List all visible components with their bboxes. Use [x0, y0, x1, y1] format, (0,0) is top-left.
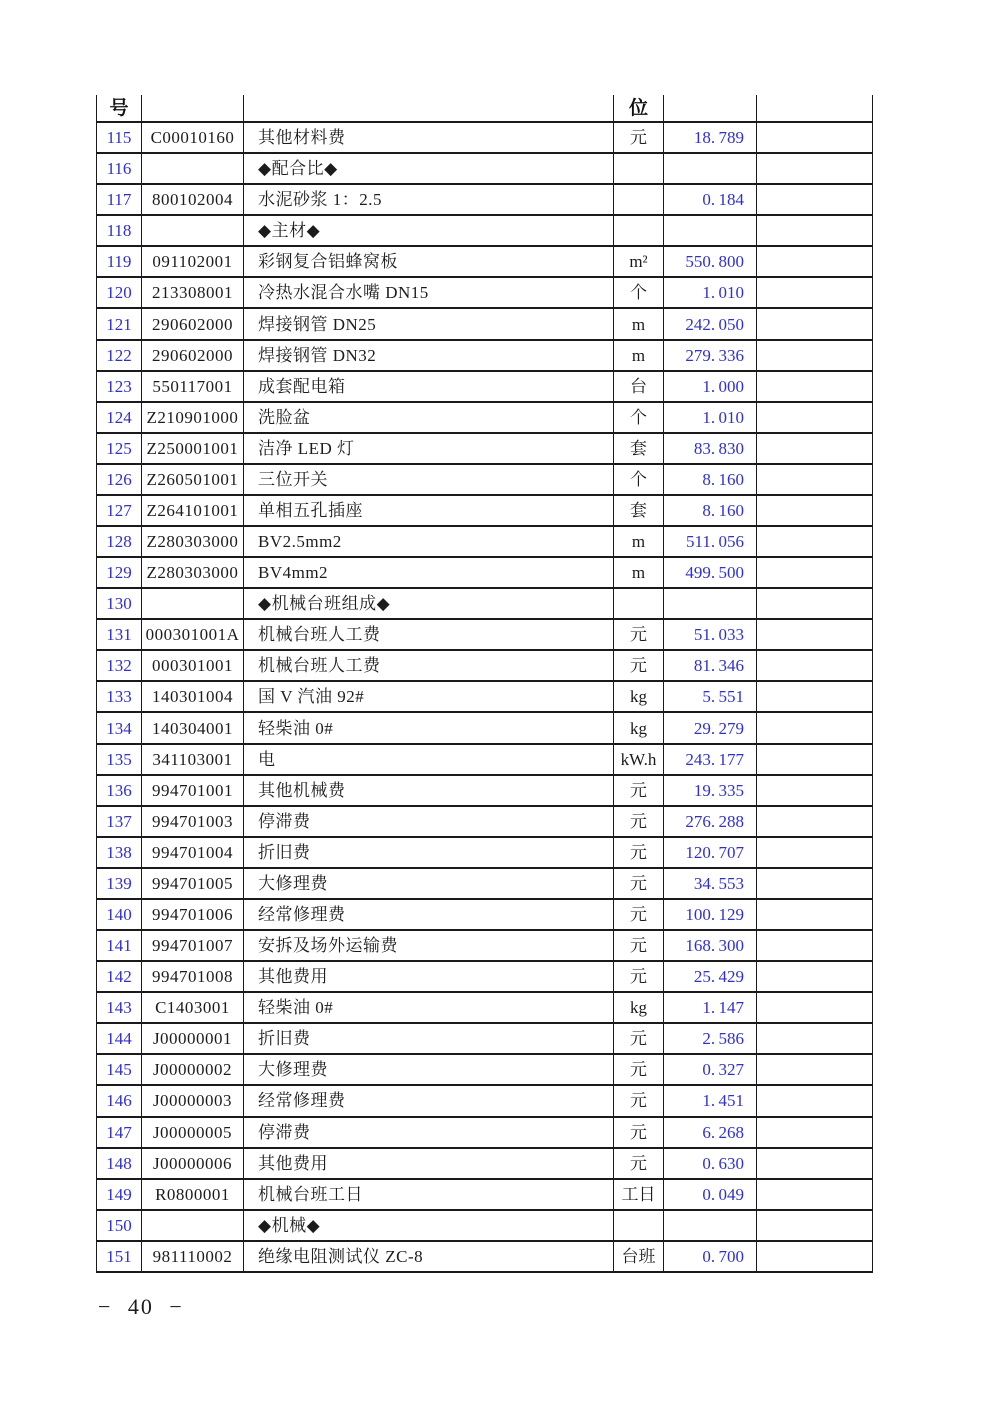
- row-unit: 元: [613, 900, 663, 929]
- table-row: [96, 962, 873, 993]
- table-row: [96, 776, 873, 807]
- row-code: C1403001: [141, 993, 243, 1022]
- row-extra: [756, 403, 873, 432]
- row-extra: [756, 776, 873, 805]
- row-name: ◆机械台班组成◆: [243, 589, 613, 618]
- row-unit: kW.h: [613, 745, 663, 774]
- row-extra: [756, 620, 873, 649]
- row-unit: 元: [613, 1086, 663, 1115]
- row-qty: 2. 586: [663, 1024, 756, 1053]
- row-no: 145: [96, 1055, 141, 1084]
- table-row: [96, 1180, 873, 1211]
- row-extra: [756, 745, 873, 774]
- row-name: 折旧费: [243, 838, 613, 867]
- row-name: 国 V 汽油 92#: [243, 682, 613, 711]
- table-row: [96, 993, 873, 1024]
- row-unit: [613, 589, 663, 618]
- row-extra: [756, 309, 873, 338]
- row-unit: m: [613, 558, 663, 587]
- row-code: 994701001: [141, 776, 243, 805]
- row-name: 轻柴油 0#: [243, 993, 613, 1022]
- row-no: 122: [96, 341, 141, 370]
- row-unit: kg: [613, 682, 663, 711]
- row-unit: 元: [613, 651, 663, 680]
- row-code: [141, 216, 243, 245]
- row-name: ◆机械◆: [243, 1211, 613, 1240]
- row-unit: 元: [613, 1055, 663, 1084]
- row-extra: [756, 372, 873, 401]
- row-qty: 1. 147: [663, 993, 756, 1022]
- row-code: 091102001: [141, 247, 243, 276]
- row-unit: [613, 216, 663, 245]
- row-qty: 51. 033: [663, 620, 756, 649]
- row-qty: [663, 1211, 756, 1240]
- row-no: 147: [96, 1118, 141, 1147]
- row-no: 127: [96, 496, 141, 525]
- row-code: Z264101001: [141, 496, 243, 525]
- row-qty: 242. 050: [663, 309, 756, 338]
- row-extra: [756, 527, 873, 556]
- table-row: [96, 403, 873, 434]
- row-qty: 29. 279: [663, 713, 756, 742]
- row-name: 洗脸盆: [243, 403, 613, 432]
- table-row: [96, 247, 873, 278]
- row-code: Z260501001: [141, 465, 243, 494]
- table-row: [96, 1211, 873, 1242]
- row-extra: [756, 962, 873, 991]
- row-extra: [756, 869, 873, 898]
- row-no: 116: [96, 154, 141, 183]
- row-unit: 元: [613, 1149, 663, 1178]
- table-row: [96, 1118, 873, 1149]
- row-name: 其他费用: [243, 962, 613, 991]
- row-qty: 19. 335: [663, 776, 756, 805]
- table-row: [96, 807, 873, 838]
- row-name: 单相五孔插座: [243, 496, 613, 525]
- row-name: BV4mm2: [243, 558, 613, 587]
- row-qty: 279. 336: [663, 341, 756, 370]
- row-name: 焊接钢管 DN32: [243, 341, 613, 370]
- row-qty: 1. 451: [663, 1086, 756, 1115]
- row-no: 135: [96, 745, 141, 774]
- table-row: [96, 745, 873, 776]
- row-no: 134: [96, 713, 141, 742]
- row-unit: 元: [613, 123, 663, 152]
- row-extra: [756, 1024, 873, 1053]
- row-extra: [756, 1242, 873, 1271]
- table-row: [96, 1242, 873, 1273]
- row-qty: 276. 288: [663, 807, 756, 836]
- row-qty: [663, 154, 756, 183]
- header-col-unit: 位: [613, 95, 663, 121]
- table-row: [96, 527, 873, 558]
- row-name: 机械台班人工费: [243, 651, 613, 680]
- row-no: 133: [96, 682, 141, 711]
- row-unit: 元: [613, 1024, 663, 1053]
- row-code: 994701006: [141, 900, 243, 929]
- row-qty: 83. 830: [663, 434, 756, 463]
- table-row: [96, 651, 873, 682]
- row-name: 大修理费: [243, 869, 613, 898]
- row-name: 绝缘电阻测试仪 ZC-8: [243, 1242, 613, 1271]
- row-name: 三位开关: [243, 465, 613, 494]
- row-no: 128: [96, 527, 141, 556]
- row-no: 140: [96, 900, 141, 929]
- row-no: 130: [96, 589, 141, 618]
- row-code: 140304001: [141, 713, 243, 742]
- row-code: J00000005: [141, 1118, 243, 1147]
- row-qty: 1. 000: [663, 372, 756, 401]
- row-unit: m: [613, 527, 663, 556]
- row-code: Z250001001: [141, 434, 243, 463]
- row-unit: kg: [613, 993, 663, 1022]
- row-code: 994701003: [141, 807, 243, 836]
- row-name: 成套配电箱: [243, 372, 613, 401]
- row-extra: [756, 900, 873, 929]
- header-col-no: 号: [96, 95, 141, 121]
- row-code: 000301001A: [141, 620, 243, 649]
- row-unit: 元: [613, 620, 663, 649]
- row-extra: [756, 1180, 873, 1209]
- row-code: 550117001: [141, 372, 243, 401]
- row-qty: 81. 346: [663, 651, 756, 680]
- row-unit: 元: [613, 1118, 663, 1147]
- row-unit: 个: [613, 465, 663, 494]
- row-qty: 0. 700: [663, 1242, 756, 1271]
- row-extra: [756, 154, 873, 183]
- row-unit: 元: [613, 931, 663, 960]
- row-no: 118: [96, 216, 141, 245]
- row-unit: [613, 185, 663, 214]
- table-row: [96, 1024, 873, 1055]
- row-name: 其他材料费: [243, 123, 613, 152]
- row-no: 149: [96, 1180, 141, 1209]
- row-qty: 25. 429: [663, 962, 756, 991]
- row-name: 彩钢复合铝蜂窝板: [243, 247, 613, 276]
- row-code: 994701004: [141, 838, 243, 867]
- row-code: 994701007: [141, 931, 243, 960]
- row-code: [141, 1211, 243, 1240]
- row-extra: [756, 713, 873, 742]
- row-name: 其他费用: [243, 1149, 613, 1178]
- row-no: 148: [96, 1149, 141, 1178]
- row-extra: [756, 434, 873, 463]
- row-qty: [663, 216, 756, 245]
- row-name: 电: [243, 745, 613, 774]
- table-row: [96, 278, 873, 309]
- row-name: 经常修理费: [243, 1086, 613, 1115]
- cost-item-table: [96, 95, 873, 1273]
- table-row: [96, 838, 873, 869]
- row-code: C00010160: [141, 123, 243, 152]
- row-no: 141: [96, 931, 141, 960]
- row-code: R0800001: [141, 1180, 243, 1209]
- row-no: 143: [96, 993, 141, 1022]
- row-no: 142: [96, 962, 141, 991]
- row-unit: 元: [613, 869, 663, 898]
- row-qty: 1. 010: [663, 403, 756, 432]
- row-qty: 243. 177: [663, 745, 756, 774]
- table-row: [96, 1055, 873, 1086]
- row-unit: 台: [613, 372, 663, 401]
- row-code: Z280303000: [141, 527, 243, 556]
- header-col-code: [141, 95, 243, 121]
- table-row: [96, 123, 873, 154]
- row-name: 停滞费: [243, 1118, 613, 1147]
- row-unit: 个: [613, 278, 663, 307]
- table-row: [96, 496, 873, 527]
- row-no: 138: [96, 838, 141, 867]
- row-code: 341103001: [141, 745, 243, 774]
- row-no: 117: [96, 185, 141, 214]
- row-extra: [756, 216, 873, 245]
- row-no: 150: [96, 1211, 141, 1240]
- row-no: 119: [96, 247, 141, 276]
- row-code: 981110002: [141, 1242, 243, 1271]
- row-qty: 120. 707: [663, 838, 756, 867]
- row-extra: [756, 651, 873, 680]
- table-row: [96, 341, 873, 372]
- row-no: 120: [96, 278, 141, 307]
- row-extra: [756, 247, 873, 276]
- table-row: [96, 682, 873, 713]
- row-no: 126: [96, 465, 141, 494]
- row-code: 000301001: [141, 651, 243, 680]
- header-col-extra: [756, 95, 873, 121]
- row-code: 213308001: [141, 278, 243, 307]
- row-qty: 0. 327: [663, 1055, 756, 1084]
- row-no: 144: [96, 1024, 141, 1053]
- row-code: 994701008: [141, 962, 243, 991]
- row-extra: [756, 1055, 873, 1084]
- table-row: [96, 372, 873, 403]
- row-code: [141, 154, 243, 183]
- row-extra: [756, 807, 873, 836]
- row-unit: 个: [613, 403, 663, 432]
- table-row: [96, 216, 873, 247]
- row-extra: [756, 993, 873, 1022]
- row-qty: 511. 056: [663, 527, 756, 556]
- row-name: 洁净 LED 灯: [243, 434, 613, 463]
- row-unit: m: [613, 341, 663, 370]
- row-qty: 5. 551: [663, 682, 756, 711]
- row-qty: 6. 268: [663, 1118, 756, 1147]
- row-name: 其他机械费: [243, 776, 613, 805]
- row-extra: [756, 1086, 873, 1115]
- table-row: [96, 931, 873, 962]
- row-code: J00000006: [141, 1149, 243, 1178]
- table-row: [96, 713, 873, 744]
- table-row: [96, 900, 873, 931]
- row-name: 大修理费: [243, 1055, 613, 1084]
- row-no: 136: [96, 776, 141, 805]
- row-name: BV2.5mm2: [243, 527, 613, 556]
- row-qty: 8. 160: [663, 496, 756, 525]
- row-code: Z280303000: [141, 558, 243, 587]
- row-name: 机械台班人工费: [243, 620, 613, 649]
- row-no: 129: [96, 558, 141, 587]
- row-extra: [756, 1149, 873, 1178]
- row-no: 131: [96, 620, 141, 649]
- row-qty: 34. 553: [663, 869, 756, 898]
- row-name: 折旧费: [243, 1024, 613, 1053]
- row-unit: kg: [613, 713, 663, 742]
- row-no: 123: [96, 372, 141, 401]
- row-extra: [756, 682, 873, 711]
- row-code: 290602000: [141, 309, 243, 338]
- row-unit: 元: [613, 807, 663, 836]
- table-row: [96, 465, 873, 496]
- row-code: 140301004: [141, 682, 243, 711]
- row-extra: [756, 341, 873, 370]
- row-unit: [613, 1211, 663, 1240]
- row-name: 轻柴油 0#: [243, 713, 613, 742]
- table-body: [96, 123, 873, 1273]
- row-code: J00000001: [141, 1024, 243, 1053]
- row-name: 机械台班工日: [243, 1180, 613, 1209]
- row-unit: 工日: [613, 1180, 663, 1209]
- row-code: 800102004: [141, 185, 243, 214]
- row-qty: 1. 010: [663, 278, 756, 307]
- row-code: Z210901000: [141, 403, 243, 432]
- row-name: 焊接钢管 DN25: [243, 309, 613, 338]
- row-extra: [756, 185, 873, 214]
- row-no: 121: [96, 309, 141, 338]
- row-qty: 100. 129: [663, 900, 756, 929]
- table-row: [96, 620, 873, 651]
- table-row: [96, 1149, 873, 1180]
- row-name: ◆配合比◆: [243, 154, 613, 183]
- row-extra: [756, 558, 873, 587]
- header-col-name: [243, 95, 613, 121]
- row-name: ◆主材◆: [243, 216, 613, 245]
- table-row: [96, 185, 873, 216]
- row-qty: 18. 789: [663, 123, 756, 152]
- table-row: [96, 154, 873, 185]
- table-row: [96, 558, 873, 589]
- row-code: [141, 589, 243, 618]
- row-unit: [613, 154, 663, 183]
- table-row: [96, 589, 873, 620]
- row-code: J00000002: [141, 1055, 243, 1084]
- row-qty: 0. 184: [663, 185, 756, 214]
- row-unit: m²: [613, 247, 663, 276]
- row-qty: 0. 630: [663, 1149, 756, 1178]
- row-qty: 0. 049: [663, 1180, 756, 1209]
- row-name: 停滞费: [243, 807, 613, 836]
- row-extra: [756, 1118, 873, 1147]
- row-unit: 元: [613, 776, 663, 805]
- table-row: [96, 434, 873, 465]
- row-qty: 550. 800: [663, 247, 756, 276]
- row-unit: 元: [613, 962, 663, 991]
- row-extra: [756, 465, 873, 494]
- row-unit: m: [613, 309, 663, 338]
- table-row: [96, 869, 873, 900]
- row-extra: [756, 1211, 873, 1240]
- row-qty: 499. 500: [663, 558, 756, 587]
- row-extra: [756, 589, 873, 618]
- row-name: 安拆及场外运输费: [243, 931, 613, 960]
- row-no: 146: [96, 1086, 141, 1115]
- row-extra: [756, 496, 873, 525]
- row-extra: [756, 278, 873, 307]
- row-name: 冷热水混合水嘴 DN15: [243, 278, 613, 307]
- page-number: − 40 −: [98, 1294, 184, 1319]
- row-qty: [663, 589, 756, 618]
- row-no: 124: [96, 403, 141, 432]
- row-extra: [756, 123, 873, 152]
- row-unit: 套: [613, 496, 663, 525]
- row-name: 水泥砂浆 1：2.5: [243, 185, 613, 214]
- row-no: 137: [96, 807, 141, 836]
- row-no: 125: [96, 434, 141, 463]
- row-name: 经常修理费: [243, 900, 613, 929]
- row-code: J00000003: [141, 1086, 243, 1115]
- row-no: 139: [96, 869, 141, 898]
- table-header-row: [96, 95, 873, 123]
- row-unit: 元: [613, 838, 663, 867]
- row-no: 132: [96, 651, 141, 680]
- row-unit: 套: [613, 434, 663, 463]
- table-row: [96, 309, 873, 340]
- row-extra: [756, 931, 873, 960]
- row-unit: 台班: [613, 1242, 663, 1271]
- row-qty: 168. 300: [663, 931, 756, 960]
- row-no: 115: [96, 123, 141, 152]
- table-row: [96, 1086, 873, 1117]
- header-col-qty: [663, 95, 756, 121]
- row-qty: 8. 160: [663, 465, 756, 494]
- row-extra: [756, 838, 873, 867]
- row-code: 994701005: [141, 869, 243, 898]
- row-code: 290602000: [141, 341, 243, 370]
- row-no: 151: [96, 1242, 141, 1271]
